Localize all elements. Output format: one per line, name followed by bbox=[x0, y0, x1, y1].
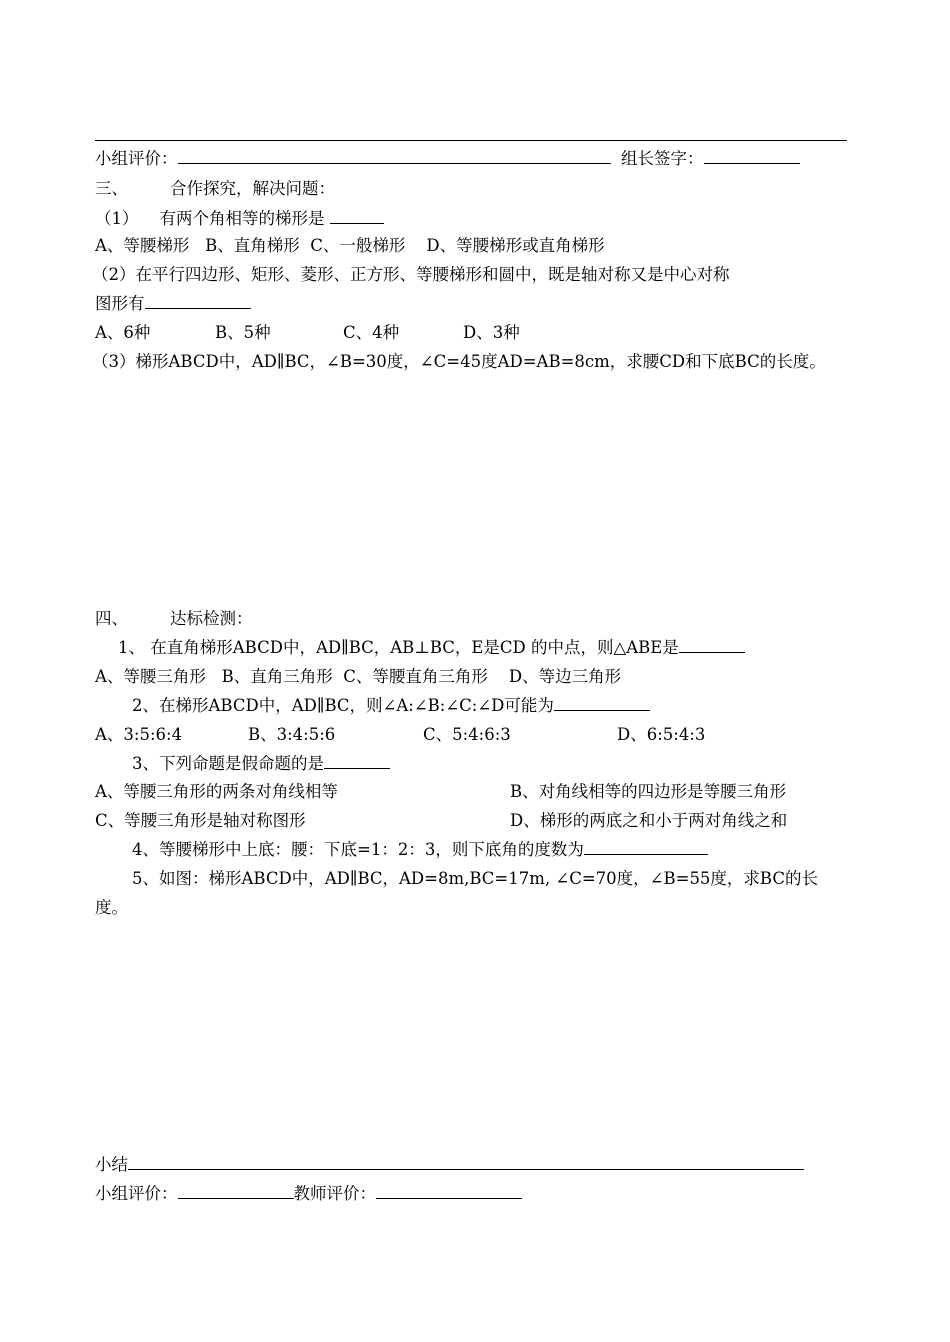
group-eval-row bbox=[95, 148, 800, 170]
s4-q2-option-d: D、6:5:4:3 bbox=[617, 725, 706, 744]
section4-title: 达标检测： bbox=[169, 609, 253, 628]
s4-q1-text: 1、 在直角梯形ABCD中，AD∥BC，AB⊥BC，E是CD 的中点，则△ABE是 bbox=[118, 638, 679, 657]
s4-q3-option-d: D、梯形的两底之和小于两对角线之和 bbox=[510, 811, 788, 830]
s3-q2-line1: （2）在平行四边形、矩形、菱形、正方形、等腰梯形和圆中，既是轴对称又是中心对称 bbox=[92, 265, 730, 284]
section4-heading bbox=[95, 608, 252, 630]
s3-q2-option-a: A、6种 bbox=[95, 323, 151, 342]
section4-number: 四、 bbox=[95, 609, 128, 628]
s4-q2-option-b: B、3:4:5:6 bbox=[248, 725, 336, 744]
summary-row bbox=[95, 1154, 804, 1176]
s3-q1-text: 有两个角相等的梯形是 bbox=[159, 209, 325, 228]
section3-heading bbox=[95, 178, 335, 200]
s3-q2-option-b: B、5种 bbox=[215, 323, 271, 342]
s4-q4-blank[interactable] bbox=[584, 840, 708, 855]
s4-q3-option-b: B、对角线相等的四边形是等腰三角形 bbox=[510, 782, 787, 801]
s4-q3-option-c: C、等腰三角形是轴对称图形 bbox=[95, 811, 306, 830]
s3-q1-blank[interactable] bbox=[330, 209, 384, 224]
s4-q5-line1: 5、如图：梯形ABCD中，AD∥BC，AD=8m,BC=17m, ∠C=70度，∠B=55度，求BC的长 bbox=[132, 869, 818, 888]
teacher-eval-blank[interactable] bbox=[376, 1184, 522, 1199]
s4-q4-text: 4、等腰梯形中上底：腰：下底=1：2：3，则下底角的度数为 bbox=[132, 840, 584, 859]
s4-q4 bbox=[132, 839, 708, 861]
s4-q2 bbox=[132, 695, 650, 717]
s4-q2-option-c: C、5:4:6:3 bbox=[423, 725, 511, 744]
s4-q1-blank[interactable] bbox=[679, 638, 745, 653]
s3-q2-option-d: D、3种 bbox=[463, 323, 520, 342]
s4-q5-line2: 度。 bbox=[95, 898, 128, 917]
s3-q2-blank[interactable] bbox=[145, 294, 251, 309]
s4-q1 bbox=[118, 637, 745, 659]
section3-title: 合作探究，解决问题： bbox=[169, 179, 335, 198]
s4-q1-options: A、等腰三角形 B、直角三角形 C、等腰直角三角形 D、等边三角形 bbox=[95, 667, 622, 686]
leader-sign-blank[interactable] bbox=[704, 149, 800, 164]
leader-sign-label: 组长签字： bbox=[621, 149, 704, 168]
footer-group-eval-blank[interactable] bbox=[178, 1184, 294, 1199]
s3-q2-line2-text: 图形有 bbox=[95, 294, 145, 313]
s3-q2-line2 bbox=[95, 293, 251, 315]
s3-q2-option-c: C、4种 bbox=[343, 323, 400, 342]
s4-q3-option-a: A、等腰三角形的两条对角线相等 bbox=[95, 782, 338, 801]
s4-q3-text: 3、下列命题是假命题的是 bbox=[132, 754, 324, 773]
footer-eval-row bbox=[95, 1183, 522, 1205]
top-divider bbox=[95, 140, 847, 141]
group-eval-label: 小组评价： bbox=[95, 149, 178, 168]
section3-number: 三、 bbox=[95, 179, 128, 198]
footer-group-eval-label: 小组评价： bbox=[95, 1184, 178, 1203]
s3-q1 bbox=[95, 208, 384, 230]
teacher-eval-label: 教师评价： bbox=[293, 1184, 376, 1203]
s4-q3 bbox=[132, 753, 390, 775]
s4-q3-blank[interactable] bbox=[324, 754, 390, 769]
s4-q2-option-a: A、3:5:6:4 bbox=[95, 725, 183, 744]
s3-q3: （3）梯形ABCD中，AD∥BC，∠B=30度，∠C=45度AD=AB=8cm，求腰CD和下底BC的长度。 bbox=[92, 352, 826, 371]
summary-label: 小结 bbox=[95, 1155, 128, 1174]
s4-q2-text: 2、在梯形ABCD中，AD∥BC，则∠A:∠B:∠C:∠D可能为 bbox=[132, 696, 554, 715]
s3-q1-prefix: （1） bbox=[95, 209, 139, 228]
s3-q1-options: A、等腰梯形 B、直角梯形 C、一般梯形 D、等腰梯形或直角梯形 bbox=[95, 236, 605, 255]
group-eval-blank[interactable] bbox=[178, 149, 611, 164]
s4-q2-blank[interactable] bbox=[554, 696, 650, 711]
summary-blank[interactable] bbox=[128, 1155, 804, 1170]
